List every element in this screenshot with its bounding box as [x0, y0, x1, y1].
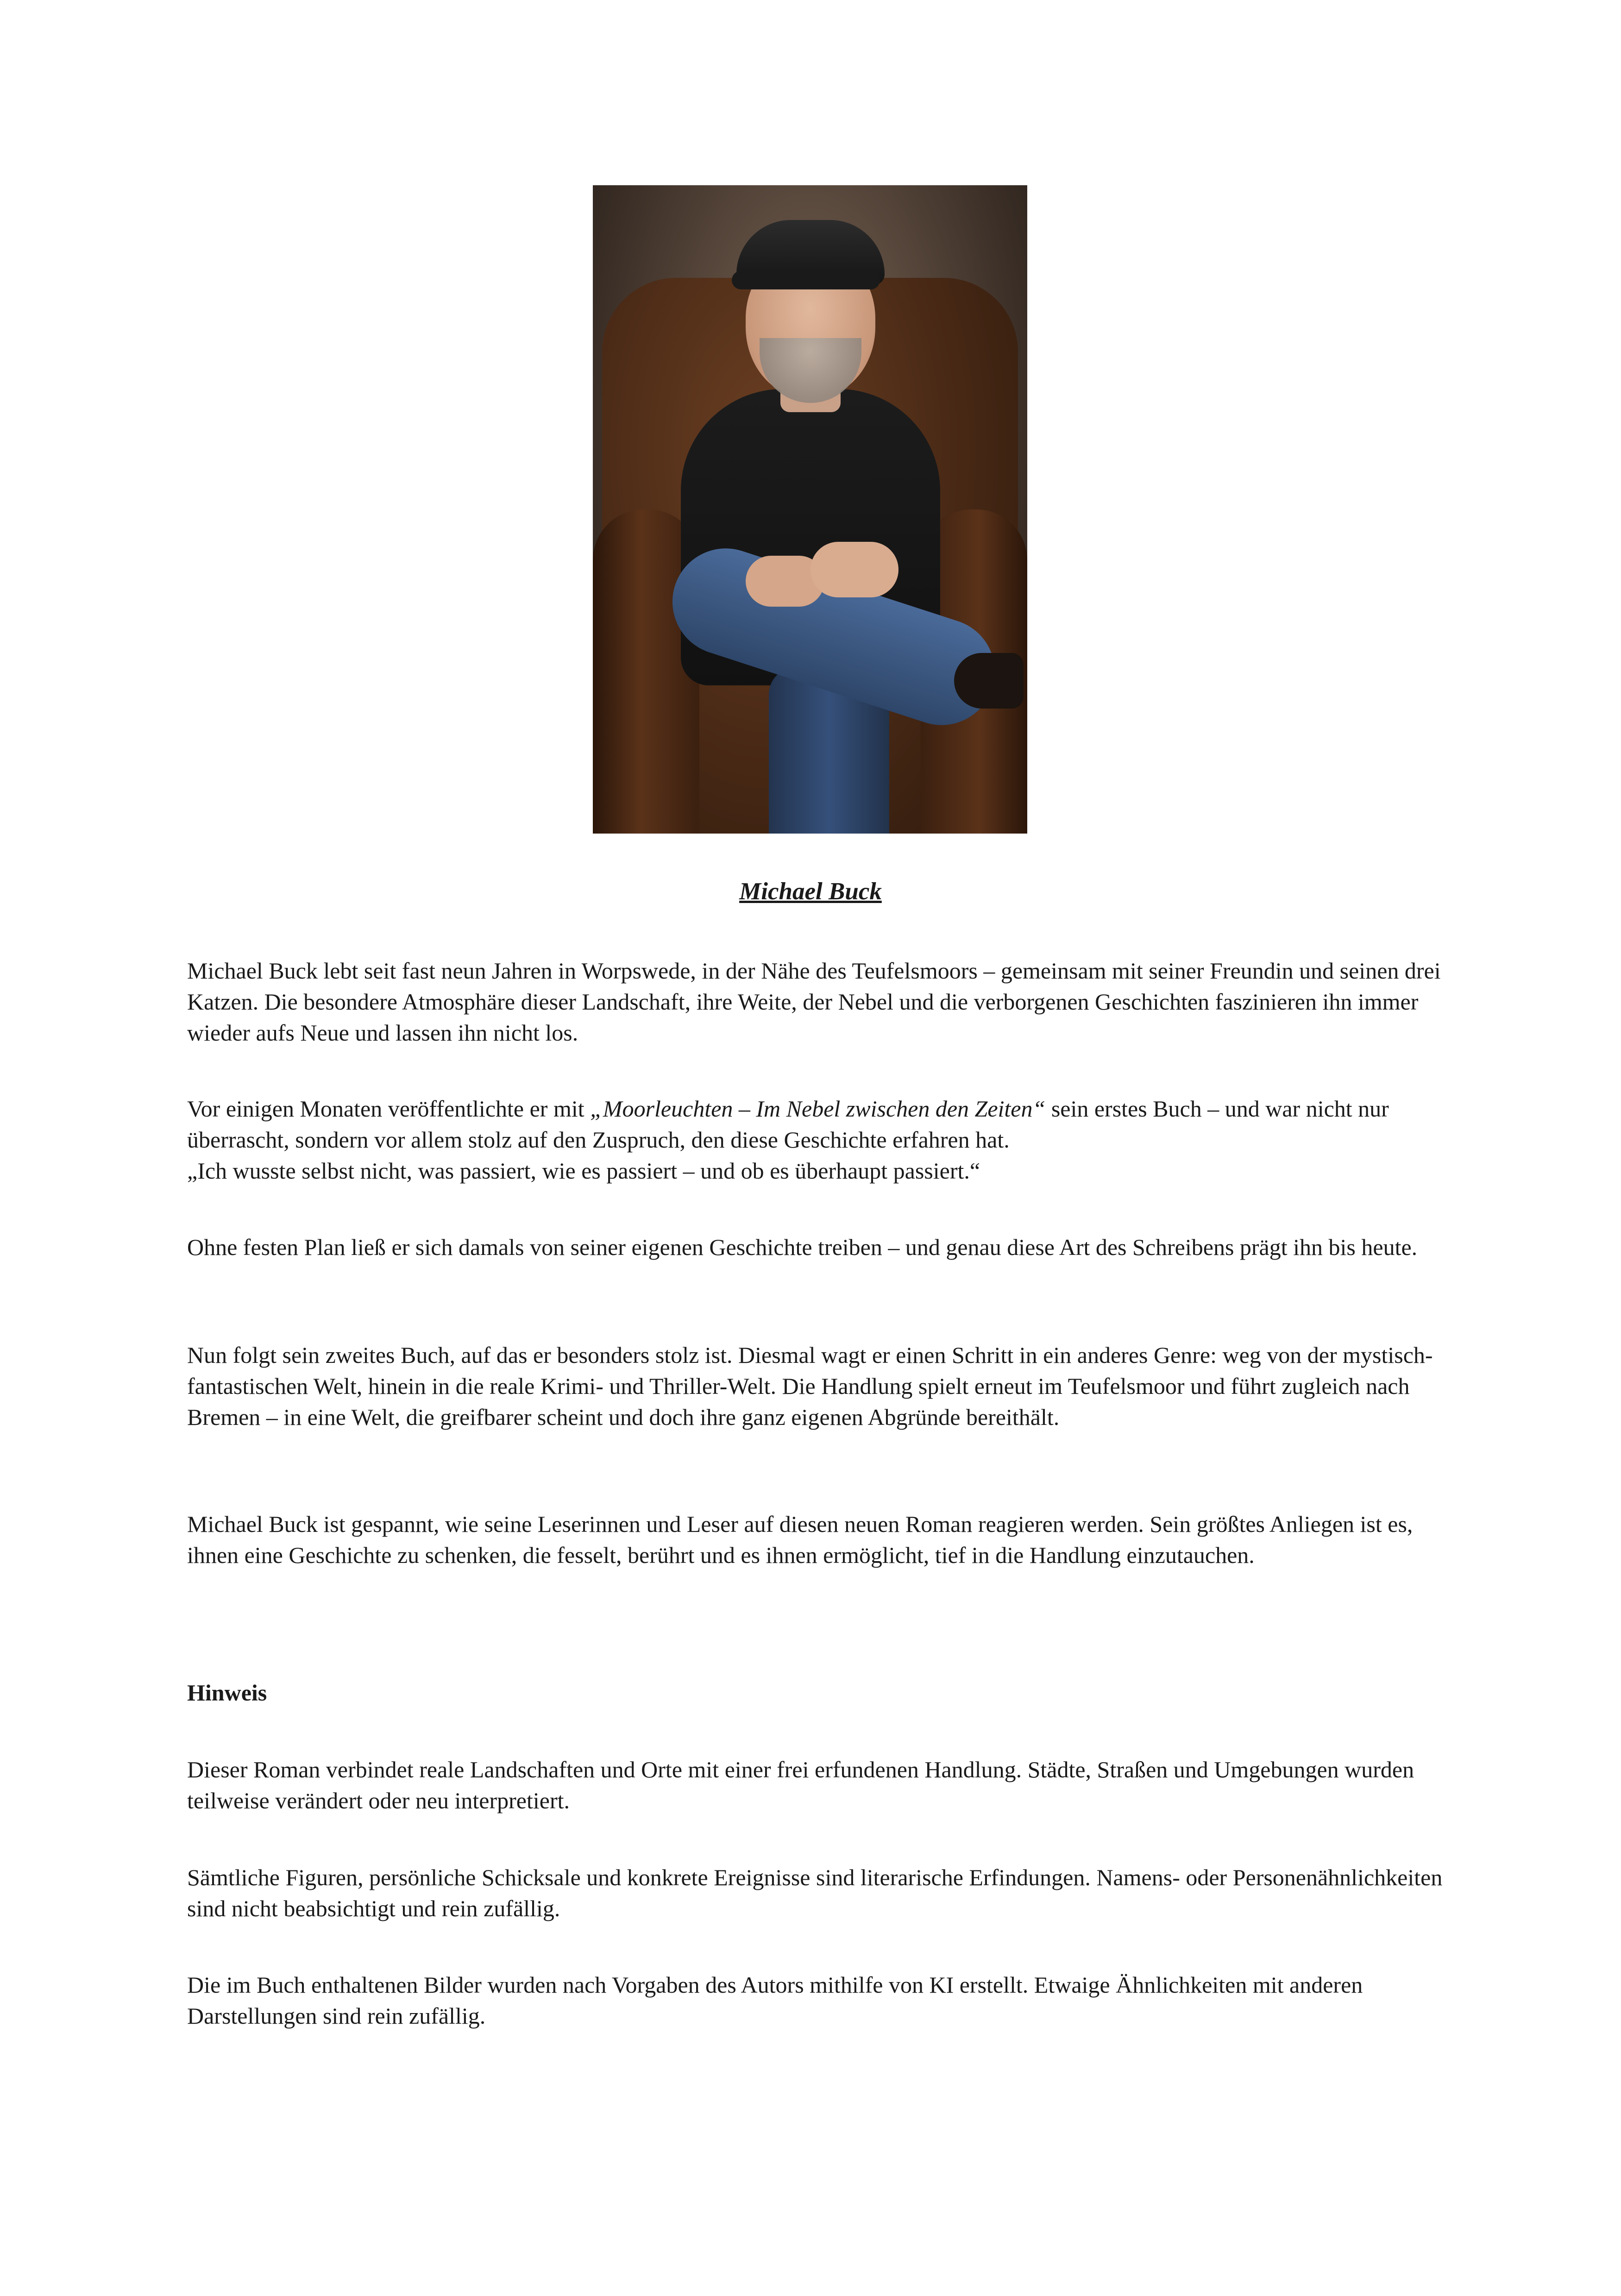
author-photo — [593, 185, 1027, 834]
author-quote: „Ich wusste selbst nicht, was passiert, wie es passiert – und ob es überhaupt passiert.“ — [187, 1158, 980, 1184]
notice-paragraph-1: Dieser Roman verbindet reale Landschaften und Orte mit einer frei erfundenen Handlung. Städte, Straßen und Umgebungen wurden teilweise verändert oder neu interpretiert. — [187, 1757, 1414, 1813]
person-hand-right — [810, 542, 898, 597]
first-book-title: „Moorleuchten – Im Nebel zwischen den Zeiten“ — [590, 1096, 1046, 1122]
bio-paragraph-4: Nun folgt sein zweites Buch, auf das er besonders stolz ist. Diesmal wagt er einen Schritt in ein anderes Genre: weg von der mystisch-fantastischen Welt, hinein in die reale Krimi- und Thriller-Welt. Die Handlung spielt erneut im Teufelsmoor und führt zugleich nach Bremen – in eine Welt, die greifbarer scheint und doch ihre ganz eigenen Abgründe bereithält. — [187, 1342, 1433, 1430]
bio-paragraph-2 — [187, 1093, 1461, 1186]
bio-paragraph-1: Michael Buck lebt seit fast neun Jahren in Worpswede, in der Nähe des Teufelsmoors – gemeinsam mit seiner Freundin und seinen drei Katzen. Die besondere Atmosphäre dieser Landschaft, ihre Weite, der Nebel und die verborgenen Geschichten faszinieren ihn immer wieder aufs Neue und lassen ihn nicht los. — [187, 958, 1441, 1046]
cap-brim — [732, 271, 880, 289]
author-name-title: Michael Buck — [739, 878, 882, 905]
bio-paragraph-3: Ohne festen Plan ließ er sich damals von seiner eigenen Geschichte treiben – und genau diese Art des Schreibens prägt ihn bis heute. — [187, 1234, 1418, 1260]
notice-paragraph-2: Sämtliche Figuren, persönliche Schicksale und konkrete Ereignisse sind literarische Erfindungen. Namens- oder Personenähnlichkeiten sind nicht beabsichtigt und rein zufällig. — [187, 1864, 1443, 1921]
bio-paragraph-2-intro: Vor einigen Monaten veröffentlichte er mit — [187, 1096, 591, 1122]
bio-paragraph-2-rest: sein erstes Buch – und war nicht nur überrascht, sondern vor allem stolz auf den Zuspruch, den diese Geschichte erfahren hat. — [187, 1096, 1389, 1153]
notice-paragraph-3: Die im Buch enthaltenen Bilder wurden nach Vorgaben des Autors mithilfe von KI erstellt. Etwaige Ähnlichkeiten mit anderen Darstellungen sind rein zufällig. — [187, 1972, 1363, 2029]
notice-heading: Hinweis — [187, 1680, 267, 1706]
bio-paragraph-5: Michael Buck ist gespannt, wie seine Leserinnen und Leser auf diesen neuen Roman reagieren werden. Sein größtes Anliegen ist es, ihnen eine Geschichte zu schenken, die fesselt, berührt und es ihnen ermöglicht, tief in die Handlung einzutauchen. — [187, 1511, 1413, 1568]
person-shoe — [954, 653, 1024, 709]
